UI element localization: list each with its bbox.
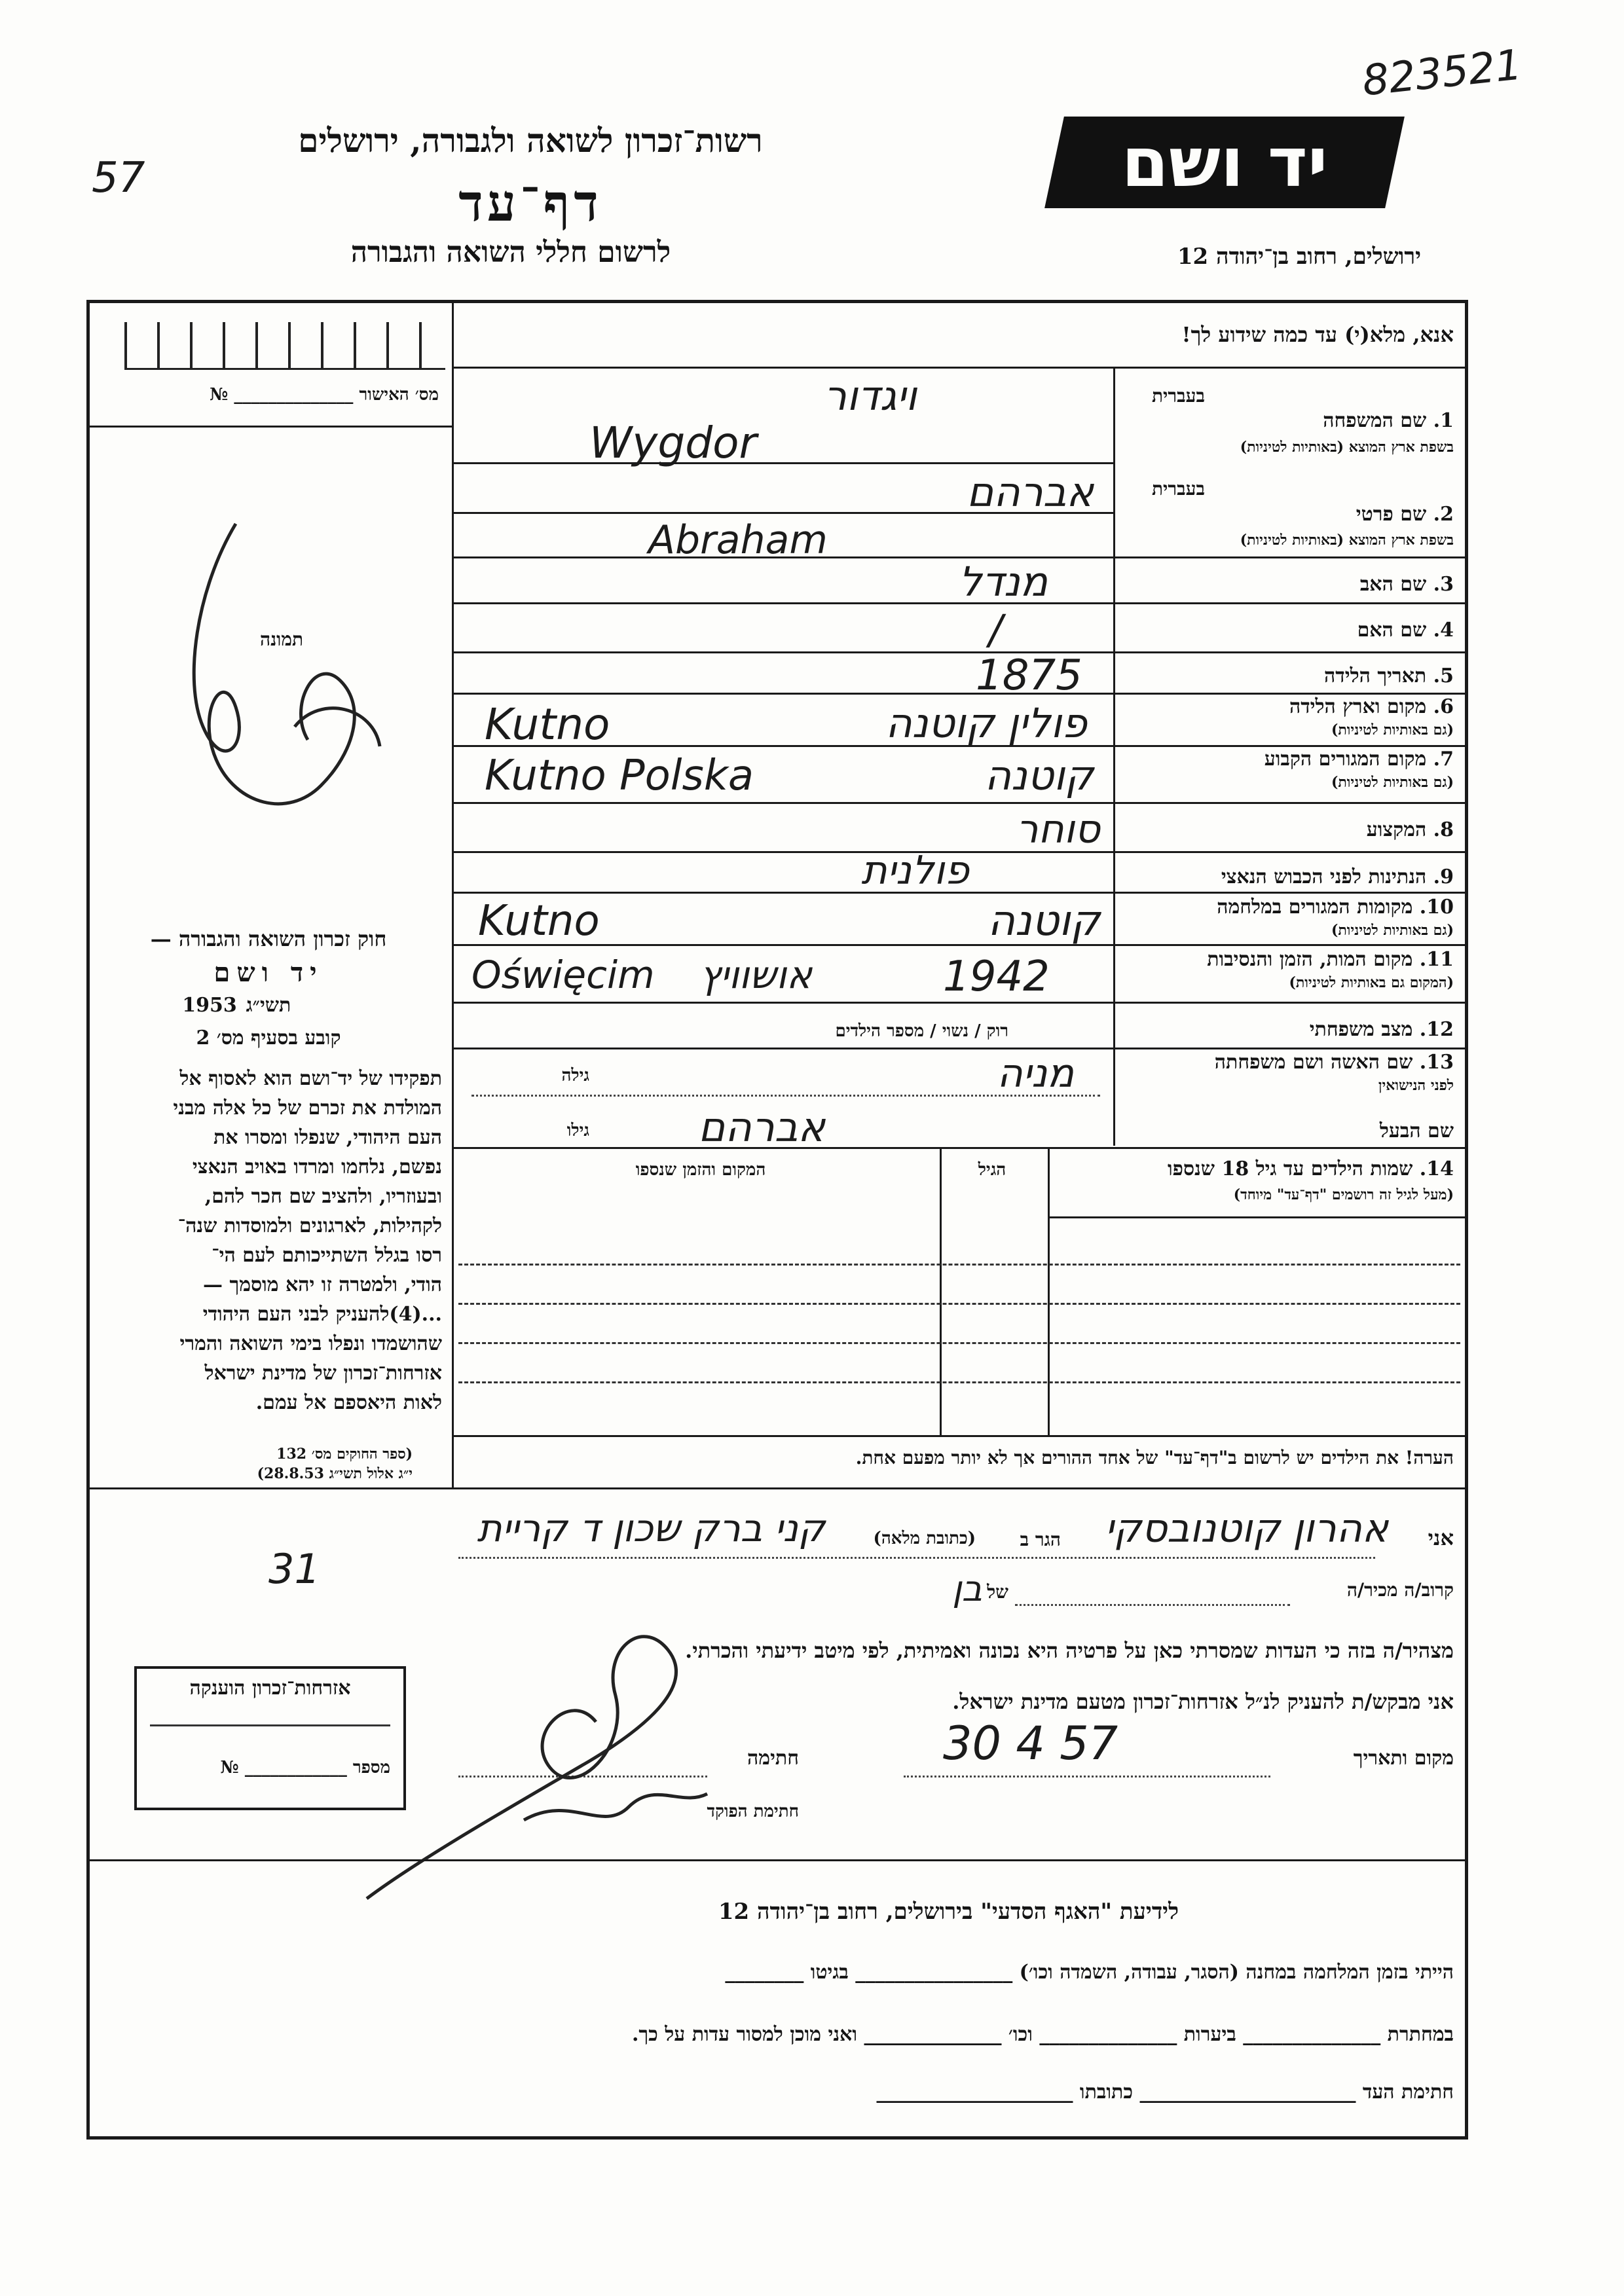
archive-number: 823521 [1359, 41, 1524, 106]
f4-value: / [989, 606, 1003, 653]
citizenship-number-label: מספר [352, 1758, 390, 1777]
f7-latin-value: Kutno Polska [485, 752, 754, 800]
approval-label: מס׳ האישור ______________ ‏№ [210, 385, 439, 405]
law-source-2: י״ג אלול תשי״ג 28.8.53) [257, 1465, 413, 1482]
field-13-label: 13. שם האשה ושם משפחתה [1214, 1051, 1454, 1074]
form-subtitle: לרשום חללי השואה והגבורה [350, 236, 671, 269]
f13-value: מניה [997, 1051, 1074, 1097]
citizenship-title: אזרחות־זכרון הוענקה [189, 1677, 351, 1700]
citizenship-box: אזרחות־זכרון הוענקה מספר ____________ № [134, 1666, 406, 1810]
photo-scribble-signature [157, 511, 406, 851]
field-14-label: 14. שמות הילדים עד גיל 18 שנספו [1167, 1157, 1454, 1180]
field-12-label: 12. מצב משפחתי [1309, 1018, 1454, 1041]
form-title: דף־עד [458, 173, 602, 233]
f10-latin-value: Kutno [478, 897, 600, 945]
field-7-label: 7. מקום המגורים הקבוע [1264, 748, 1454, 771]
logo-text: יד ושם [1121, 122, 1328, 202]
footer-notice: לידיעת "האגף הסדעי" בירושלים, רחוב בן־יהודה 12 [718, 1899, 1179, 1925]
f6-hebrew-value: פולין קוטנה [885, 699, 1087, 747]
field-10-label: 10. מקומות המגורים במלחמה [1217, 896, 1454, 919]
witness-declaration: מצהיר/ה בזה כי העדות שמסרתי כאן על פרטיה היא נכונה ואמיתית, לפי מיטב ידיעתי והכרתי. [685, 1638, 1454, 1663]
husband-value: אברהם [698, 1103, 825, 1151]
relative-label: קרוב/ה מכיר/ה [1346, 1579, 1454, 1601]
header-address: ירושלים, רחוב בן־יהודה 12 [1177, 244, 1421, 270]
f7-hebrew-value: קוטנה [984, 752, 1094, 799]
yad-vashem-logo [1044, 117, 1405, 208]
witness-i-label: אני [1428, 1525, 1454, 1550]
f8-value: סוחר [1016, 807, 1100, 852]
witness-name: אהרון קוטנובסקי [1105, 1506, 1388, 1552]
left-column-divider [452, 300, 454, 1488]
field-4-label: 4. שם האם [1357, 619, 1454, 642]
col-place: המקום והזמן שנספו [635, 1160, 766, 1180]
date-value: 30 4 57 [943, 1717, 1118, 1770]
signature-label: חתימה [747, 1747, 799, 1770]
law-source-1: (ספר החוקים מס׳ 132 [276, 1446, 413, 1463]
f1-hebrew-value: ויגדור [823, 372, 917, 420]
field-8-label: 8. המקצוע [1366, 818, 1454, 841]
field-1-label: 1. שם המשפחה [1323, 409, 1454, 432]
field-11-label: 11. מקום המות, הזמן והנסיבות [1207, 948, 1454, 971]
footer-line-1: הייתי בזמן המלחמה במחנה (הסגר, עבודה, השמדה וכו׳) ________________ בגיטו ________ [725, 1961, 1454, 1984]
witness-request: אני מבקש/ת להעניק לנ״ל אזרחות־זכרון מטעם מדינת ישראל. [952, 1689, 1454, 1714]
corner-number: 57 [92, 154, 145, 202]
relative-value: בן [952, 1568, 982, 1609]
f2-hebrew-value: אברהם [967, 468, 1094, 516]
f11-latin-value: Oświęcim [471, 953, 655, 997]
f11-year-value: 1942 [943, 953, 1050, 1001]
f11-hebrew-value: אושוויץ [699, 953, 812, 997]
field-5-label: 5. תאריך הלידה [1324, 665, 1454, 687]
law-name: יד ושם [213, 957, 323, 988]
f1-latin-value: Wygdor [589, 418, 757, 468]
resides-label: הגר ב [1020, 1529, 1061, 1550]
f2-latin-value: Abraham [648, 517, 828, 563]
field-3-label: 3. שם האב [1359, 573, 1454, 596]
field-9-label: 9. הנתינות לפני הכבוש הנאצי [1221, 866, 1454, 888]
footer-line-3: חתימת העד ______________________ כתובתו ____________________ [876, 2081, 1454, 2104]
law-title: חוק זכרון השואה והגבורה — [150, 926, 387, 951]
place-date-label: מקום ותאריך [1353, 1747, 1454, 1770]
f5-value: 1875 [976, 651, 1082, 700]
address-number: 31 [268, 1545, 320, 1593]
f6-latin-value: Kutno [485, 699, 610, 750]
husband-label: שם הבעל [1379, 1120, 1454, 1142]
f10-hebrew-value: קוטנה [987, 897, 1100, 945]
photo-label: תמונה [259, 629, 304, 650]
f9-value: פולנית [861, 848, 969, 894]
authority-title: רשות־זכרון לשואה ולגבורה, ירושלים [298, 121, 763, 160]
witness-signature [354, 1611, 760, 1912]
children-note: הערה! את הילדים יש לרשום ב"דף־עד" של אחד ההורים אך לא יותר מפעם אחת. [855, 1447, 1454, 1468]
form-instruction: אנא, מלא(י) עד כמה שידוע לך! [1181, 322, 1454, 347]
official-signature-label: חתימת הפוקד [707, 1802, 799, 1821]
address-value: קני ברק שכון ד קריית [477, 1506, 825, 1550]
f3-value: מנדל [958, 558, 1048, 606]
col-age: הגיל [978, 1160, 1006, 1180]
law-text: תפקידו של יד־ושם הוא לאסוף אל המולדת את זכרם של כל אלה מבני העם היהודי, שנפלו ומסרו את נפשם, נלחמו ומרדו באויב הנאצי ובעוזריו, ולהציב שם חכר להם, לקהילות, לארגונים ולמוסדות שנה־ רסו בגלל השתייכותם לעם הי־ הודי, ולמטרה זו יהא מוסמך — ...(4)להעניק לבני העם היהודי שהושמדו ונפלו בימי השואה והמרי אזרחות־זכרון של מדינת ישראל לאות היאספם אל עמם. [173, 1067, 442, 1414]
field-6-label: 6. מקום וארץ הלידה [1289, 695, 1454, 718]
law-year-heb: תשי״ג [246, 994, 291, 1017]
law-section: קובע בסעיף מס׳ 2 [196, 1027, 341, 1049]
field-2-label: 2. שם פרטי [1356, 503, 1454, 526]
field-12-options: רוק / נשוי / מספר הילדים [835, 1021, 1008, 1041]
footer-line-2: במחתרת ______________ ביערות ______________ וכו׳ ______________ ואני מוכן למסור עדות על כך. [631, 2023, 1454, 2046]
law-year: 1953 [182, 994, 237, 1017]
approval-tick-boxes [124, 322, 445, 370]
